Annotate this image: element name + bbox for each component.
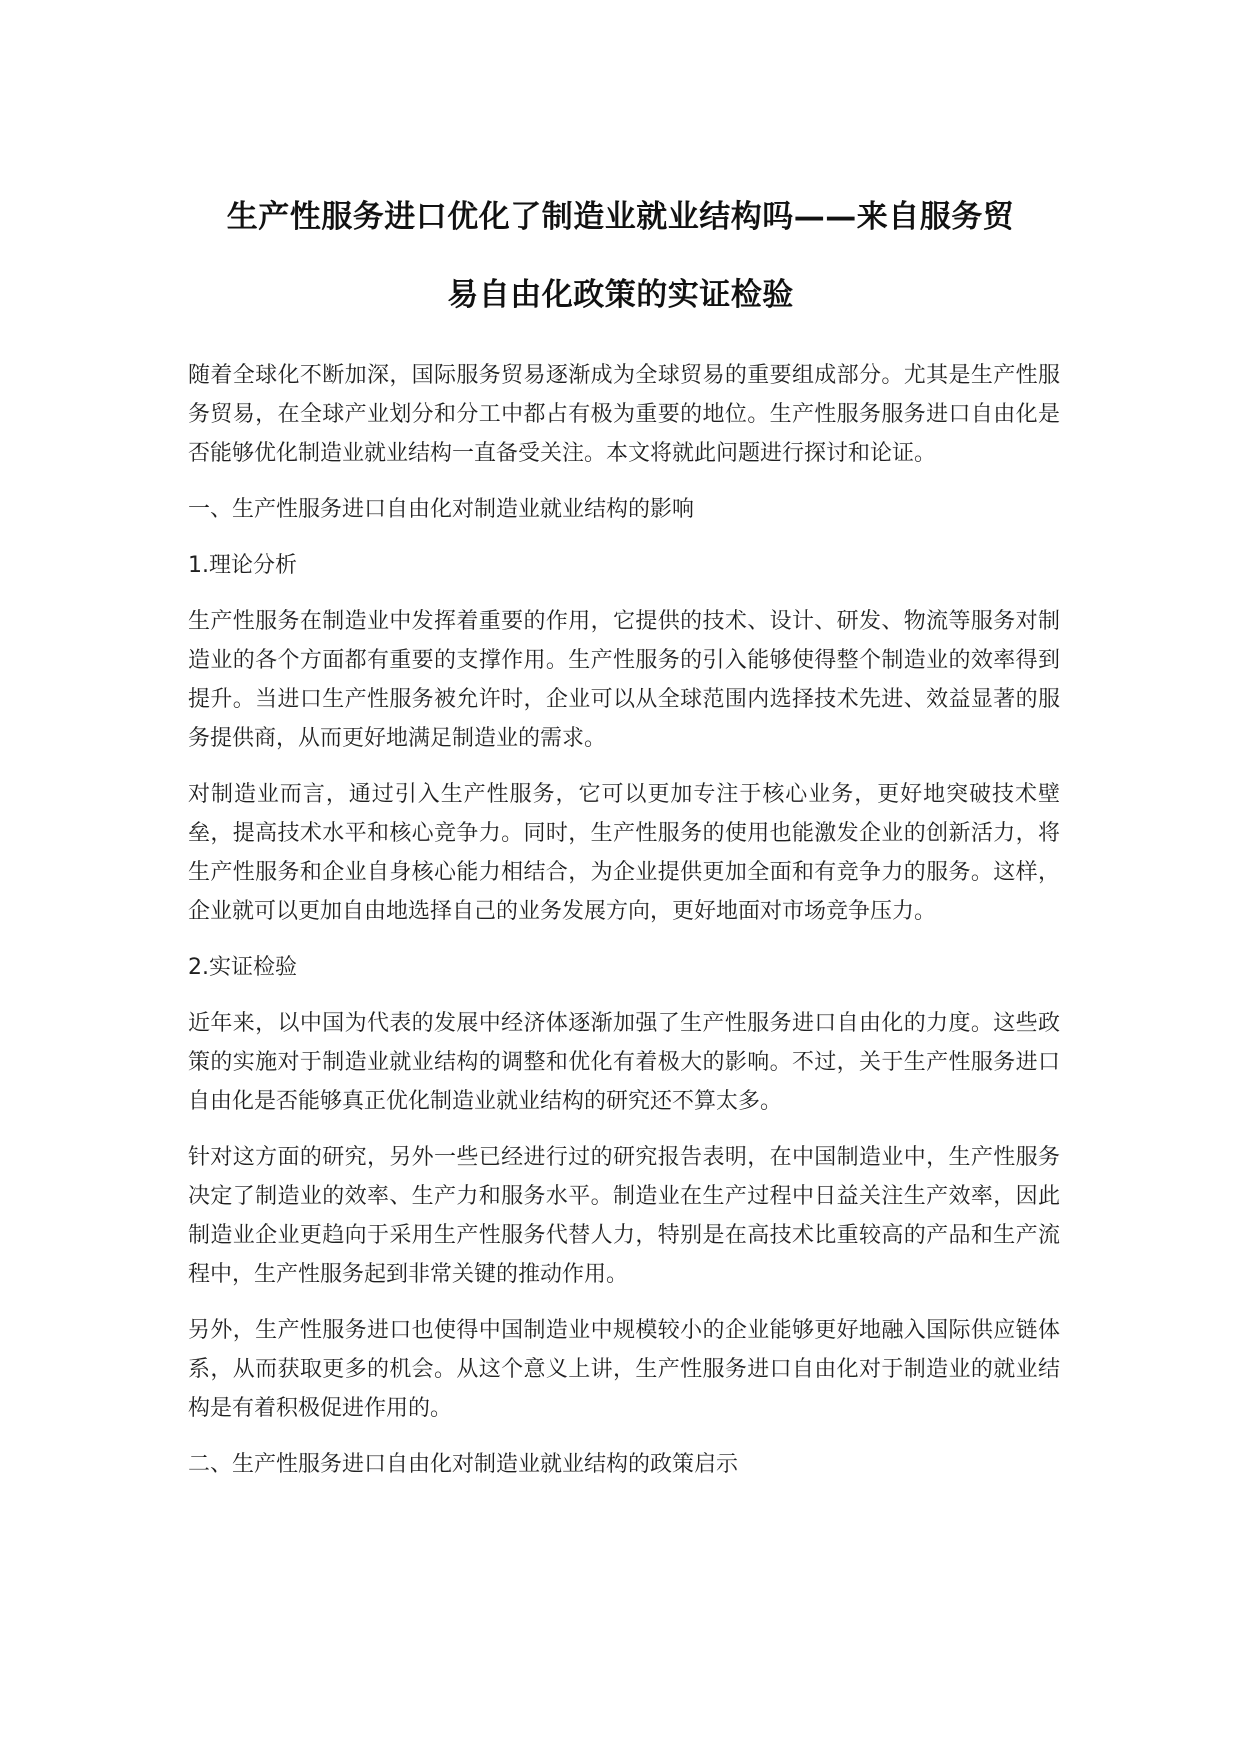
document-body bbox=[188, 356, 1060, 1501]
body-paragraph: 生产性服务在制造业中发挥着重要的作用，它提供的技术、设计、研发、物流等服务对制造业的各个方面都有重要的支撑作用。生产性服务的引入能够使得整个制造业的效率得到提升。当进口生产性服务被允许时，企业可以从全球范围内选择技术先进、效益显著的服务提供商，从而更好地满足制造业的需求。 bbox=[188, 609, 1060, 751]
section-heading: 二、生产性服务进口自由化对制造业就业结构的政策启示 bbox=[188, 1452, 739, 1477]
document-title bbox=[150, 178, 1091, 334]
section-heading: 2.实证检验 bbox=[188, 955, 297, 980]
section-heading: 一、生产性服务进口自由化对制造业就业结构的影响 bbox=[188, 497, 695, 522]
body-paragraph: 针对这方面的研究，另外一些已经进行过的研究报告表明，在中国制造业中，生产性服务决定了制造业的效率、生产力和服务水平。制造业在生产过程中日益关注生产效率，因此制造业企业更趋向于采用生产性服务代替人力，特别是在高技术比重较高的产品和生产流程中，生产性服务起到非常关键的推动作用。 bbox=[188, 1145, 1060, 1287]
body-paragraph: 近年来，以中国为代表的发展中经济体逐渐加强了生产性服务进口自由化的力度。这些政策的实施对于制造业就业结构的调整和优化有着极大的影响。不过，关于生产性服务进口自由化是否能够真正优化制造业就业结构的研究还不算太多。 bbox=[188, 1011, 1060, 1114]
body-paragraph: 对制造业而言，通过引入生产性服务，它可以更加专注于核心业务，更好地突破技术壁垒，提高技术水平和核心竞争力。同时，生产性服务的使用也能激发企业的创新活力，将生产性服务和企业自身核心能力相结合，为企业提供更加全面和有竞争力的服务。这样，企业就可以更加自由地选择自己的业务发展方向，更好地面对市场竞争压力。 bbox=[188, 782, 1060, 924]
title-line-1: 生产性服务进口优化了制造业就业结构吗——来自服务贸 bbox=[226, 199, 1015, 235]
title-line-2: 易自由化政策的实证检验 bbox=[447, 277, 794, 313]
body-paragraph: 另外，生产性服务进口也使得中国制造业中规模较小的企业能够更好地融入国际供应链体系，从而获取更多的机会。从这个意义上讲，生产性服务进口自由化对于制造业的就业结构是有着积极促进作用的。 bbox=[188, 1318, 1060, 1421]
section-heading: 1.理论分析 bbox=[188, 553, 297, 578]
body-paragraph: 随着全球化不断加深，国际服务贸易逐渐成为全球贸易的重要组成部分。尤其是生产性服务贸易，在全球产业划分和分工中都占有极为重要的地位。生产性服务服务进口自由化是否能够优化制造业就业结构一直备受关注。本文将就此问题进行探讨和论证。 bbox=[188, 363, 1060, 466]
